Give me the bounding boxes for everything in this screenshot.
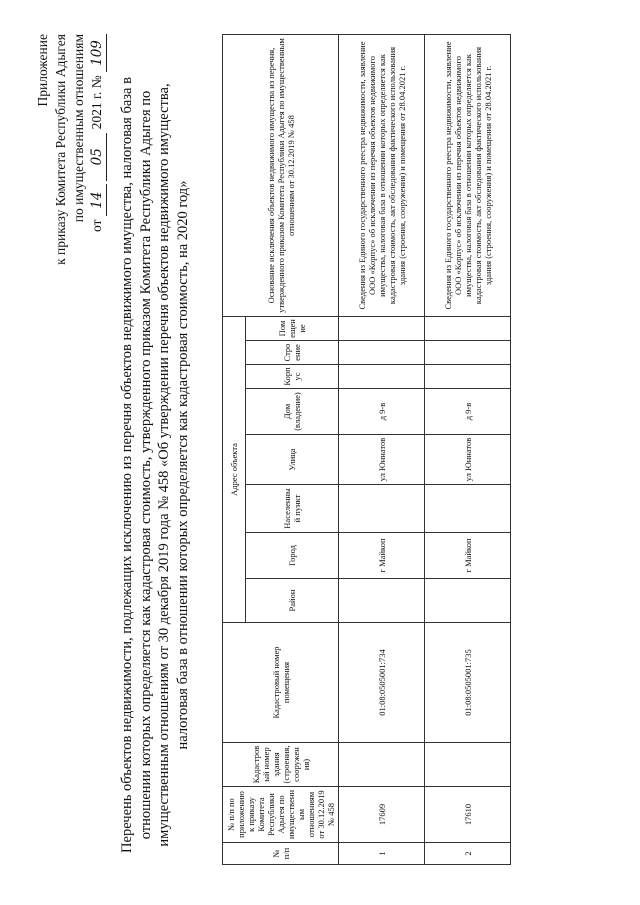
header-korpus: Корпус — [246, 365, 339, 389]
appendix-date-line — [88, 34, 107, 265]
cell-appendix-num: 17609 — [339, 787, 425, 843]
date-year-text: 2021 г. № — [89, 75, 104, 130]
date-day: 14 — [88, 184, 107, 216]
cell-district — [339, 579, 425, 623]
cell-basis: Сведения из Единого государственного реестра недвижимости, заявление ООО «Корпус» об исключении из перечня объектов недвижимого имущества, налоговая база в отношении которых определяется как кадастровая стоимость, акт обследования фактического использования здания (строения, сооружения) и помещения от 28.04.2021 г. — [425, 35, 511, 317]
cell-room-cadastral: 01:08:0505001:734 — [339, 623, 425, 743]
appendix-line-2: к приказу Комитета Республики Адыгея — [53, 34, 68, 265]
cell-stroenie — [425, 341, 511, 365]
header-settlement: Населенный пункт — [246, 485, 339, 533]
cell-house: д 9-в — [425, 389, 511, 435]
header-building-cadastral: Кадастровый номер здания (строения, сооружения) — [223, 743, 339, 787]
order-number: 109 — [88, 34, 107, 72]
header-room-cadastral: Кадастровый номер помещения — [223, 623, 339, 743]
table-row — [425, 35, 511, 865]
cell-korpus — [339, 365, 425, 389]
document-title: Перечень объектов недвижимости, подлежащих исключению из перечня объектов недвижимого имущества, налоговая база в отношении которых определяется как кадастровая стоимость, утвержденного приказом Комитета Республики Адыгея по имущественным отношениям от 30 декабря 2019 года № 458 «Об утверждении перечня объектов недвижимого имущества, налоговая база в отношении которых определяется как кадастровая стоимость, на 2020 год» — [119, 77, 191, 853]
cell-num: 1 — [339, 843, 425, 865]
cell-city: г Майкоп — [339, 533, 425, 579]
header-address: Адрес объекта — [223, 317, 246, 623]
date-month: 05 — [88, 133, 107, 181]
header-pomeshchenie: Помещение — [246, 317, 339, 341]
cell-settlement — [339, 485, 425, 533]
cell-korpus — [425, 365, 511, 389]
cell-stroenie — [339, 341, 425, 365]
date-prefix: от — [89, 219, 104, 233]
cell-num: 2 — [425, 843, 511, 865]
header-district: Район — [246, 579, 339, 623]
cell-building-cadastral — [339, 743, 425, 787]
appendix-line-3: по имущественным отношениям — [71, 34, 86, 223]
table-row — [339, 35, 425, 865]
header-basis: Основание исключения объектов недвижимого имущества из перечня, утвержденного приказом Комитета Республики Адыгея по имущественным отношениям от 30.12.2019 № 458 — [223, 35, 339, 317]
appendix-line-1: Приложение — [35, 34, 50, 107]
header-appendix-num: № п/п по приложению к приказу Комитета Республики Адыгея по имущественным отношениям от 30.12.2019 № 458 — [223, 787, 339, 843]
header-house: Дом (владение) — [246, 389, 339, 435]
cell-street: ул Юннатов — [339, 435, 425, 485]
cell-pomeshchenie — [425, 317, 511, 341]
table-header-row — [223, 35, 246, 865]
header-street: Улица — [246, 435, 339, 485]
cell-house: д 9-в — [339, 389, 425, 435]
cell-street: ул Юннатов — [425, 435, 511, 485]
header-num: № п/п — [223, 843, 339, 865]
cell-appendix-num: 17610 — [425, 787, 511, 843]
cell-settlement — [425, 485, 511, 533]
cell-pomeshchenie — [339, 317, 425, 341]
cell-district — [425, 579, 511, 623]
header-city: Город — [246, 533, 339, 579]
cell-building-cadastral — [425, 743, 511, 787]
header-stroenie: Строение — [246, 341, 339, 365]
appendix-block — [34, 34, 107, 265]
cell-room-cadastral: 01:08:0505001:735 — [425, 623, 511, 743]
cell-basis: Сведения из Единого государственного реестра недвижимости, заявление ООО «Корпус» об исключении из перечня объектов недвижимого имущества, налоговая база в отношении которых определяется как кадастровая стоимость, акт обследования фактического использования здания (строения, сооружения) и помещения от 28.04.2021 г. — [339, 35, 425, 317]
objects-table — [222, 34, 511, 865]
cell-city: г Майкоп — [425, 533, 511, 579]
